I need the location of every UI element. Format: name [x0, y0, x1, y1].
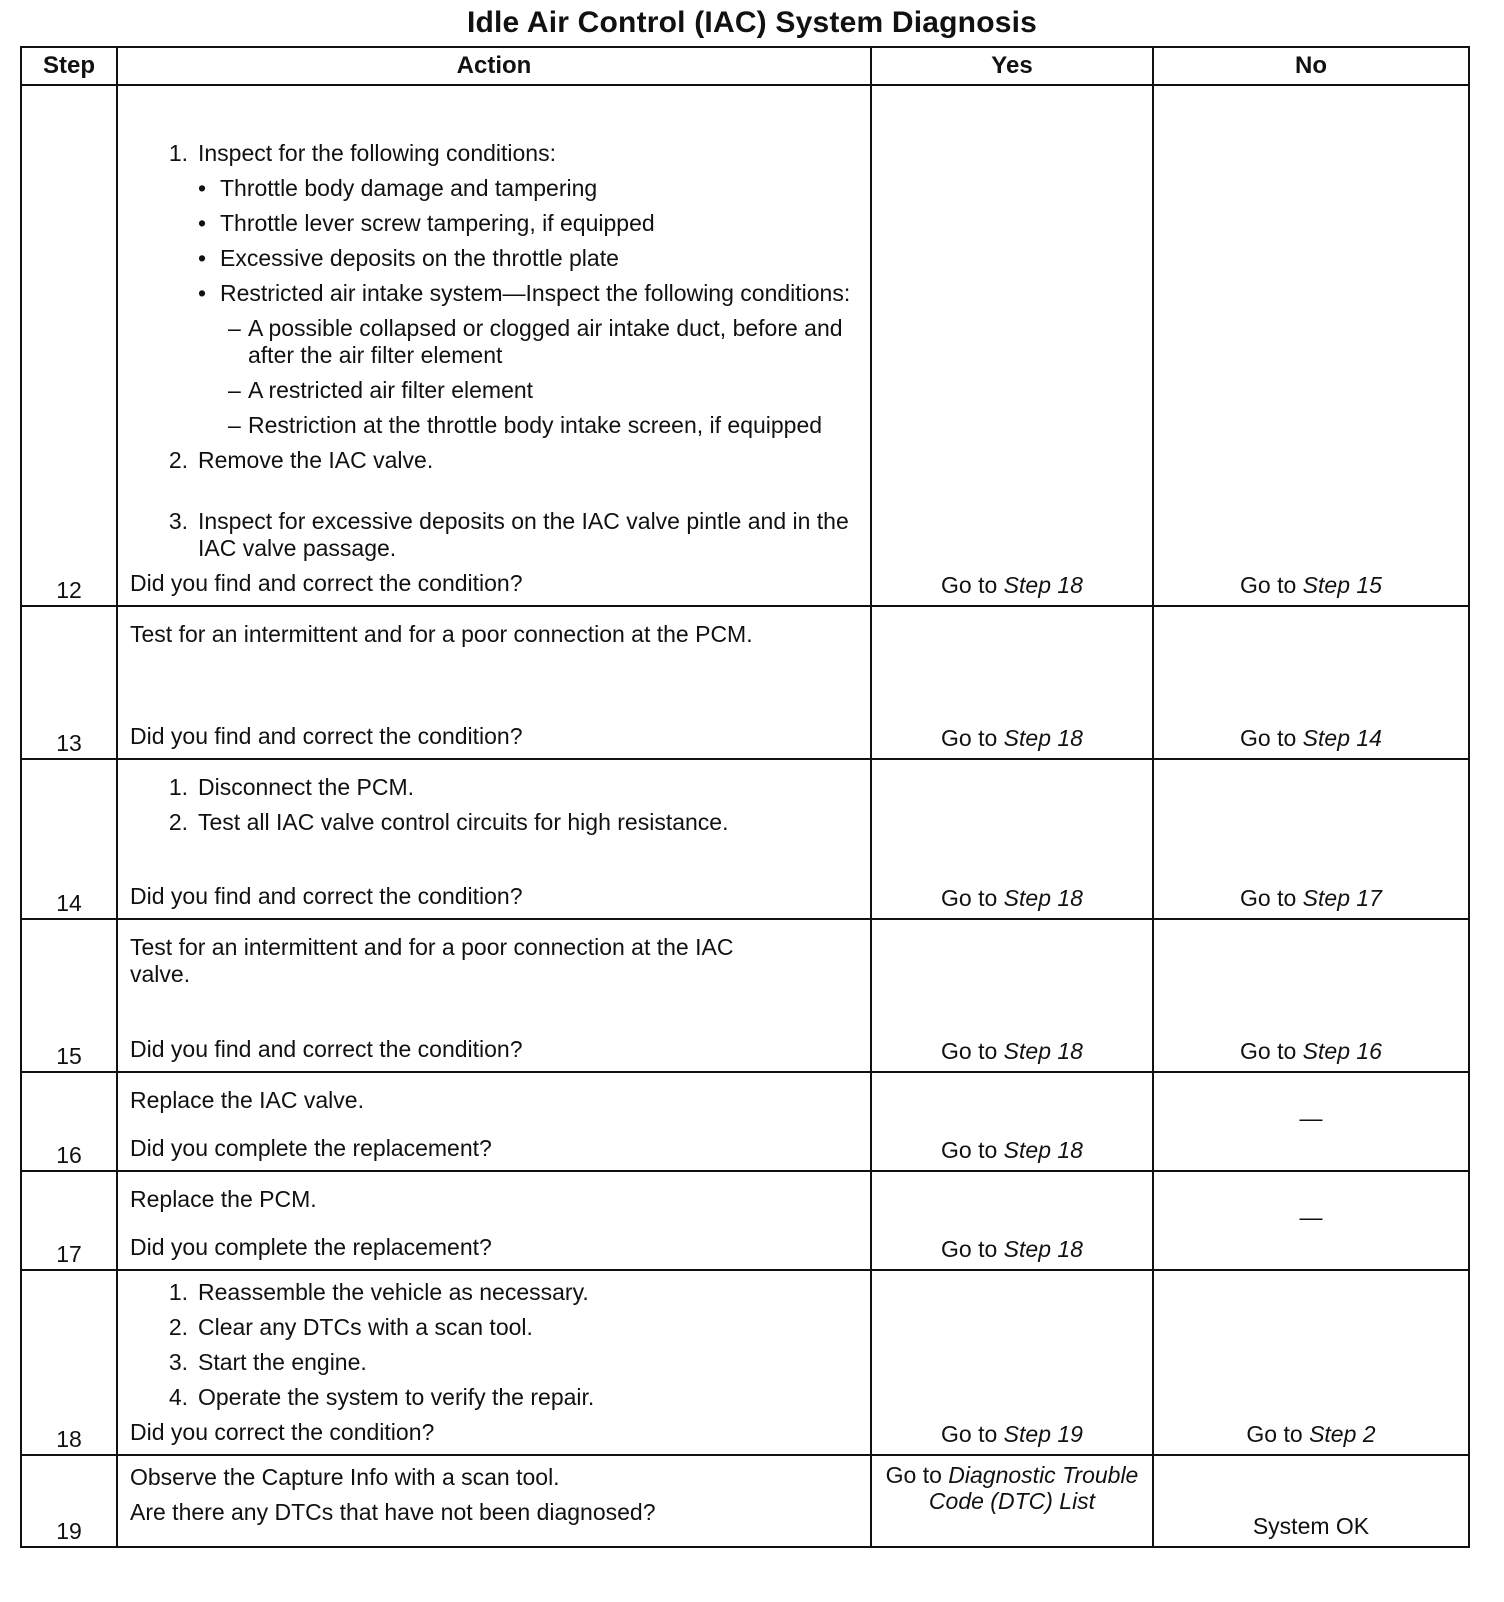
- list-item: [130, 447, 856, 474]
- action-text: Test for an intermittent and for a poor connection at the IAC valve.: [130, 934, 734, 987]
- list-item: [130, 1384, 856, 1411]
- goto-step-link: Step 17: [1302, 885, 1382, 911]
- action-cell: [117, 606, 871, 759]
- step-number: 12: [21, 85, 117, 606]
- list-item: [130, 1349, 856, 1376]
- header-step: Step: [21, 47, 117, 85]
- yes-cell: [871, 606, 1153, 759]
- goto-prefix: Go to: [941, 1038, 998, 1064]
- bullet-text: Throttle lever screw tampering, if equipped: [220, 210, 655, 236]
- item-text: Remove the IAC valve.: [198, 447, 434, 473]
- goto-step-link: Step 18: [1003, 1137, 1083, 1163]
- goto-prefix: Go to: [941, 1421, 998, 1447]
- dash-icon: –: [228, 315, 241, 341]
- bullet-text: Throttle body damage and tampering: [220, 175, 598, 201]
- bullet-icon: •: [198, 280, 207, 306]
- yes-cell: [871, 1171, 1153, 1270]
- bullet-item: [130, 175, 856, 202]
- action-text: Test for an intermittent and for a poor connection at the PCM.: [130, 621, 753, 647]
- question-text: Did you find and correct the condition?: [130, 570, 523, 596]
- goto-prefix: Go to: [1240, 572, 1297, 598]
- goto-step-link: Step 14: [1302, 725, 1382, 751]
- table-row: [21, 919, 1469, 1072]
- bullet-text: Restricted air intake system—Inspect the following conditions:: [220, 280, 851, 306]
- question-text: Did you find and correct the condition?: [130, 883, 523, 909]
- action-cell: [117, 85, 871, 606]
- goto-prefix: Go to: [941, 572, 998, 598]
- yes-cell: [871, 759, 1153, 919]
- diagnosis-table: [20, 46, 1470, 1548]
- goto-step-link: Step 18: [1003, 572, 1083, 598]
- no-cell: [1153, 759, 1469, 919]
- dash-item: [130, 412, 856, 439]
- page-title: Idle Air Control (IAC) System Diagnosis: [466, 6, 1038, 39]
- goto-prefix: Go to: [1240, 1038, 1297, 1064]
- item-number: 4.: [168, 1384, 188, 1410]
- goto-step-link: Step 18: [1003, 1038, 1083, 1064]
- item-number: 2.: [168, 809, 188, 835]
- bullet-icon: •: [198, 175, 207, 201]
- item-number: 1.: [168, 1279, 188, 1305]
- table-row: [21, 1455, 1469, 1547]
- no-cell: [1153, 919, 1469, 1072]
- bullet-text: Excessive deposits on the throttle plate: [220, 245, 619, 271]
- goto-step-link: Step 19: [1003, 1421, 1083, 1447]
- item-number: 2.: [168, 1314, 188, 1340]
- action-cell: [117, 1455, 871, 1547]
- goto-prefix: Go to: [1240, 885, 1297, 911]
- bullet-icon: •: [198, 210, 207, 236]
- question-text: Did you correct the condition?: [130, 1419, 435, 1445]
- yes-cell: [871, 919, 1153, 1072]
- action-cell: [117, 919, 871, 1072]
- question-text: Did you complete the replacement?: [130, 1135, 492, 1161]
- table-row: [21, 1171, 1469, 1270]
- goto-step-link: Step 18: [1003, 1236, 1083, 1262]
- dash-item: [130, 377, 856, 404]
- goto-step-link: Step 16: [1302, 1038, 1382, 1064]
- header-row: [21, 47, 1469, 85]
- dash-icon: –: [228, 412, 241, 438]
- table-row: [21, 1270, 1469, 1455]
- question-text: Did you complete the replacement?: [130, 1234, 492, 1260]
- item-text: Reassemble the vehicle as necessary.: [198, 1279, 589, 1305]
- bullet-item: [130, 280, 856, 307]
- no-cell: —: [1153, 1072, 1469, 1171]
- table-row: [21, 759, 1469, 919]
- goto-prefix: Go to: [941, 725, 998, 751]
- list-item: [130, 1279, 856, 1306]
- dash-item: [130, 315, 856, 369]
- item-text: Inspect for the following conditions:: [198, 140, 556, 166]
- goto-prefix: Go to: [1240, 725, 1297, 751]
- item-text: Test all IAC valve control circuits for high resistance.: [198, 809, 729, 835]
- yes-cell: [871, 85, 1153, 606]
- dash-text: A restricted air filter element: [248, 377, 534, 403]
- action-cell: [117, 1171, 871, 1270]
- step-number: 17: [21, 1171, 117, 1270]
- dash-text: A possible collapsed or clogged air intake duct, before and after the air filter element: [248, 315, 843, 368]
- action-cell: [117, 1072, 871, 1171]
- item-text: Inspect for excessive deposits on the IAC valve pintle and in the IAC valve passage.: [198, 508, 849, 561]
- step-number: 15: [21, 919, 117, 1072]
- goto-step-link: Step 18: [1003, 885, 1083, 911]
- action-text: Replace the PCM.: [130, 1186, 317, 1212]
- action-cell: [117, 1270, 871, 1455]
- goto-prefix: Go to: [941, 1137, 998, 1163]
- no-cell: [1153, 1270, 1469, 1455]
- list-item: [130, 809, 856, 836]
- list-item: [130, 774, 856, 801]
- item-number: 1.: [168, 774, 188, 800]
- question-text: Did you find and correct the condition?: [130, 723, 523, 749]
- bullet-item: [130, 245, 856, 272]
- yes-cell: [871, 1270, 1153, 1455]
- goto-step-link: Step 15: [1302, 572, 1382, 598]
- dash-text: Restriction at the throttle body intake screen, if equipped: [248, 412, 823, 438]
- header-yes: Yes: [871, 47, 1153, 85]
- item-text: Operate the system to verify the repair.: [198, 1384, 595, 1410]
- header-no: No: [1153, 47, 1469, 85]
- question-text: Did you find and correct the condition?: [130, 1036, 523, 1062]
- item-text: Start the engine.: [198, 1349, 367, 1375]
- table-row: [21, 85, 1469, 606]
- item-text: Disconnect the PCM.: [198, 774, 415, 800]
- goto-dtc-list-link: Diagnostic Trouble Code (DTC) List: [928, 1462, 1139, 1514]
- table-row: [21, 1072, 1469, 1171]
- list-item: [130, 140, 856, 167]
- goto-prefix: Go to: [941, 885, 998, 911]
- goto-step-link: Step 2: [1309, 1421, 1376, 1447]
- no-cell: —: [1153, 1171, 1469, 1270]
- yes-cell: [871, 1455, 1153, 1547]
- action-cell: [117, 759, 871, 919]
- item-number: 3.: [168, 508, 188, 534]
- goto-prefix: Go to: [1246, 1421, 1303, 1447]
- bullet-icon: •: [198, 245, 207, 271]
- item-number: 1.: [168, 140, 188, 166]
- header-action: Action: [117, 47, 871, 85]
- no-cell: [1153, 85, 1469, 606]
- step-number: 16: [21, 1072, 117, 1171]
- goto-prefix: Go to: [941, 1236, 998, 1262]
- goto-prefix: Go to: [885, 1462, 942, 1488]
- yes-cell: [871, 1072, 1153, 1171]
- question-text: Are there any DTCs that have not been diagnosed?: [130, 1499, 656, 1525]
- item-text: Clear any DTCs with a scan tool.: [198, 1314, 533, 1340]
- item-number: 3.: [168, 1349, 188, 1375]
- bullet-item: [130, 210, 856, 237]
- list-item: [130, 1314, 856, 1341]
- step-number: 18: [21, 1270, 117, 1455]
- step-number: 13: [21, 606, 117, 759]
- list-item: [130, 508, 856, 562]
- no-cell: System OK: [1153, 1455, 1469, 1547]
- action-text: Replace the IAC valve.: [130, 1087, 364, 1113]
- no-cell: [1153, 606, 1469, 759]
- table-row: [21, 606, 1469, 759]
- dash-icon: –: [228, 377, 241, 403]
- step-number: 14: [21, 759, 117, 919]
- step-number: 19: [21, 1455, 117, 1547]
- goto-step-link: Step 18: [1003, 725, 1083, 751]
- action-text: Observe the Capture Info with a scan tool.: [130, 1464, 560, 1490]
- item-number: 2.: [168, 447, 188, 473]
